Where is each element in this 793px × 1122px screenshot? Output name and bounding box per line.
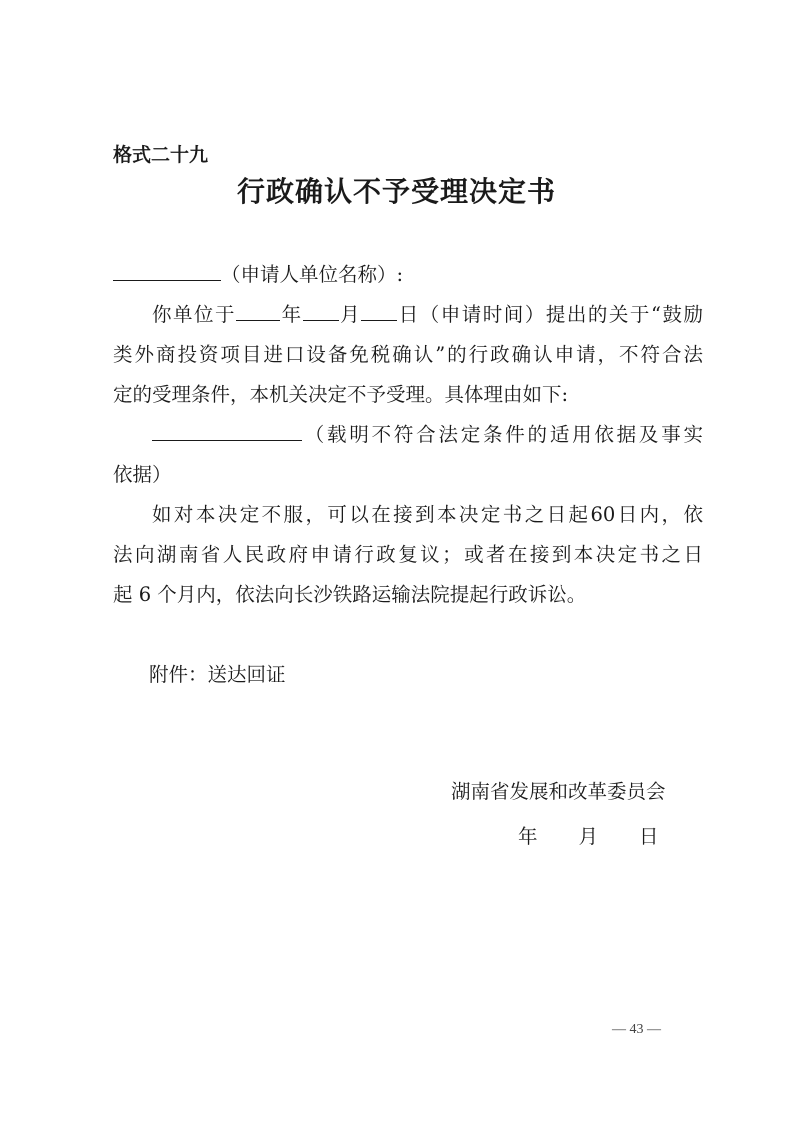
paragraph-3-line-1: 如对本决定不服，可以在接到本决定书之日起60日内，依 xyxy=(152,503,703,526)
date-year: 年 xyxy=(518,825,538,848)
month-blank xyxy=(303,302,339,321)
applicant-name-blank xyxy=(113,262,221,281)
format-label: 格式二十九 xyxy=(113,144,209,166)
page-number-text: — 43 — xyxy=(612,1022,661,1037)
p1-text-b: 日（申请时间）提出的关于“鼓励 xyxy=(397,303,703,326)
p1-month-label: 月 xyxy=(338,303,362,326)
issuing-authority: 湖南省发展和改革委员会 xyxy=(451,780,666,803)
attachment-note: 附件：送达回证 xyxy=(149,663,286,686)
basis-blank xyxy=(152,422,302,441)
recipient-label: （申请人单位名称）: xyxy=(221,263,404,286)
p2-text: （载明不符合法定条件的适用依据及事实 xyxy=(302,423,703,446)
date-day: 日 xyxy=(639,825,659,848)
paragraph-3-line-3: 起 6 个月内，依法向长沙铁路运输法院提起行政诉讼。 xyxy=(113,583,587,606)
paragraph-2-line-2: 依据） xyxy=(113,463,172,486)
p1-year-label: 年 xyxy=(280,303,303,326)
year-blank xyxy=(236,302,280,321)
paragraph-1-line-1 xyxy=(152,299,703,327)
day-blank xyxy=(361,302,397,321)
p1-text-a: 你单位于 xyxy=(152,303,237,326)
page-number xyxy=(0,1022,793,1038)
paragraph-1-line-3: 定的受理条件，本机关决定不予受理。具体理由如下: xyxy=(113,383,569,406)
paragraph-1-line-2: 类外商投资项目进口设备免税确认”的行政确认申请，不符合法 xyxy=(113,343,703,366)
date-month: 月 xyxy=(578,825,599,848)
paragraph-3-line-2: 法向湖南省人民政府申请行政复议；或者在接到本决定书之日 xyxy=(113,543,703,566)
recipient-line xyxy=(113,259,703,287)
paragraph-2-line-1 xyxy=(152,419,703,447)
document-title: 行政确认不予受理决定书 xyxy=(236,175,556,208)
date-line xyxy=(518,821,659,849)
